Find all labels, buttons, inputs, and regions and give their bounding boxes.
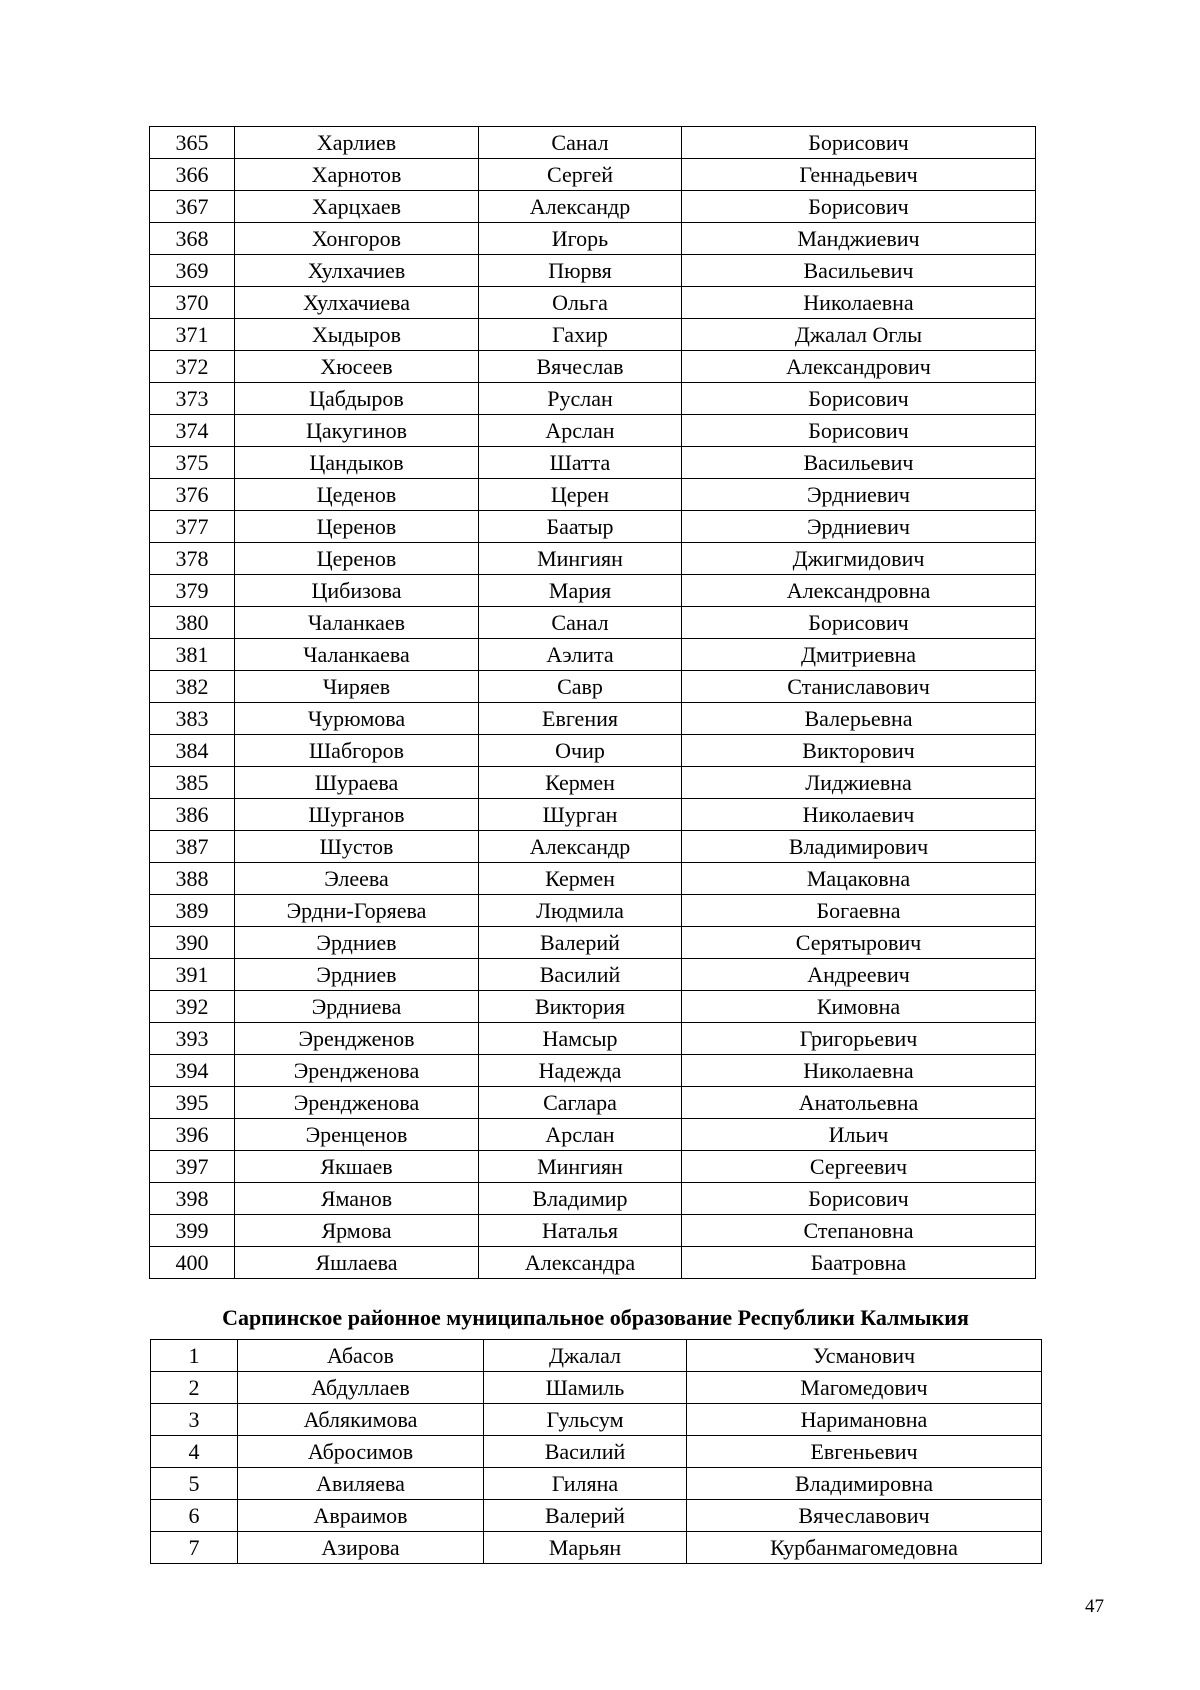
table-row	[150, 159, 1036, 191]
table-row	[151, 1436, 1042, 1468]
last-name-cell: Церенов	[235, 543, 479, 575]
first-name-cell: Шурган	[479, 799, 682, 831]
patronymic-cell: Васильевич	[682, 255, 1036, 287]
table-row	[150, 607, 1036, 639]
row-number-cell: 381	[150, 639, 235, 671]
first-name-cell: Гульсум	[484, 1404, 687, 1436]
row-number-cell: 372	[150, 351, 235, 383]
patronymic-cell: Курбанмагомедовна	[687, 1532, 1042, 1564]
last-name-cell: Хюсеев	[235, 351, 479, 383]
row-number-cell: 369	[150, 255, 235, 287]
table-row	[150, 671, 1036, 703]
row-number-cell: 365	[150, 127, 235, 159]
last-name-cell: Шураева	[235, 767, 479, 799]
patronymic-cell: Усманович	[687, 1340, 1042, 1372]
roster-table-sarpa-body	[151, 1340, 1042, 1564]
row-number-cell: 392	[150, 991, 235, 1023]
first-name-cell: Игорь	[479, 223, 682, 255]
last-name-cell: Яшлаева	[235, 1247, 479, 1279]
table-row	[150, 415, 1036, 447]
row-number-cell: 380	[150, 607, 235, 639]
first-name-cell: Арслан	[479, 1119, 682, 1151]
table-row	[150, 927, 1036, 959]
patronymic-cell: Лиджиевна	[682, 767, 1036, 799]
patronymic-cell: Богаевна	[682, 895, 1036, 927]
first-name-cell: Наталья	[479, 1215, 682, 1247]
last-name-cell: Яманов	[235, 1183, 479, 1215]
patronymic-cell: Владимирович	[682, 831, 1036, 863]
patronymic-cell: Николаевна	[682, 1055, 1036, 1087]
last-name-cell: Азирова	[238, 1532, 484, 1564]
table-row	[150, 1119, 1036, 1151]
last-name-cell: Хулхачиева	[235, 287, 479, 319]
row-number-cell: 368	[150, 223, 235, 255]
row-number-cell: 375	[150, 447, 235, 479]
row-number-cell: 6	[151, 1500, 238, 1532]
row-number-cell: 370	[150, 287, 235, 319]
row-number-cell: 377	[150, 511, 235, 543]
patronymic-cell: Кимовна	[682, 991, 1036, 1023]
table-row	[150, 575, 1036, 607]
patronymic-cell: Григорьевич	[682, 1023, 1036, 1055]
patronymic-cell: Сергеевич	[682, 1151, 1036, 1183]
roster-table-main-body	[150, 127, 1036, 1279]
first-name-cell: Кермен	[479, 767, 682, 799]
first-name-cell: Александра	[479, 1247, 682, 1279]
table-row	[150, 511, 1036, 543]
table-row	[150, 447, 1036, 479]
first-name-cell: Аэлита	[479, 639, 682, 671]
first-name-cell: Гахир	[479, 319, 682, 351]
table-row	[150, 1247, 1036, 1279]
patronymic-cell: Андреевич	[682, 959, 1036, 991]
last-name-cell: Хонгоров	[235, 223, 479, 255]
first-name-cell: Вячеслав	[479, 351, 682, 383]
last-name-cell: Эрендженов	[235, 1023, 479, 1055]
last-name-cell: Чиряев	[235, 671, 479, 703]
first-name-cell: Джалал	[484, 1340, 687, 1372]
row-number-cell: 373	[150, 383, 235, 415]
last-name-cell: Харцхаев	[235, 191, 479, 223]
table-row	[151, 1532, 1042, 1564]
first-name-cell: Баатыр	[479, 511, 682, 543]
first-name-cell: Василий	[479, 959, 682, 991]
first-name-cell: Шамиль	[484, 1372, 687, 1404]
row-number-cell: 399	[150, 1215, 235, 1247]
table-row	[150, 1183, 1036, 1215]
row-number-cell: 393	[150, 1023, 235, 1055]
patronymic-cell: Джигмидович	[682, 543, 1036, 575]
last-name-cell: Абдуллаев	[238, 1372, 484, 1404]
patronymic-cell: Николаевич	[682, 799, 1036, 831]
last-name-cell: Эрдниев	[235, 959, 479, 991]
table-row	[150, 1151, 1036, 1183]
last-name-cell: Шабгоров	[235, 735, 479, 767]
row-number-cell: 379	[150, 575, 235, 607]
row-number-cell: 4	[151, 1436, 238, 1468]
first-name-cell: Ольга	[479, 287, 682, 319]
table-row	[150, 255, 1036, 287]
patronymic-cell: Борисович	[682, 127, 1036, 159]
row-number-cell: 388	[150, 863, 235, 895]
patronymic-cell: Анатольевна	[682, 1087, 1036, 1119]
row-number-cell: 385	[150, 767, 235, 799]
first-name-cell: Валерий	[484, 1500, 687, 1532]
row-number-cell: 1	[151, 1340, 238, 1372]
table-row	[150, 1215, 1036, 1247]
first-name-cell: Марьян	[484, 1532, 687, 1564]
first-name-cell: Владимир	[479, 1183, 682, 1215]
row-number-cell: 387	[150, 831, 235, 863]
table-row	[150, 191, 1036, 223]
table-row	[150, 831, 1036, 863]
last-name-cell: Цибизова	[235, 575, 479, 607]
patronymic-cell: Наримановна	[687, 1404, 1042, 1436]
first-name-cell: Санал	[479, 127, 682, 159]
table-row	[151, 1340, 1042, 1372]
first-name-cell: Александр	[479, 831, 682, 863]
row-number-cell: 391	[150, 959, 235, 991]
first-name-cell: Шатта	[479, 447, 682, 479]
first-name-cell: Гиляна	[484, 1468, 687, 1500]
last-name-cell: Абасов	[238, 1340, 484, 1372]
table-row	[150, 895, 1036, 927]
roster-table-main	[149, 126, 1036, 1279]
table-row	[150, 639, 1036, 671]
patronymic-cell: Александрович	[682, 351, 1036, 383]
patronymic-cell: Александровна	[682, 575, 1036, 607]
patronymic-cell: Манджиевич	[682, 223, 1036, 255]
table-row	[150, 1023, 1036, 1055]
last-name-cell: Аблякимова	[238, 1404, 484, 1436]
first-name-cell: Сергей	[479, 159, 682, 191]
last-name-cell: Шустов	[235, 831, 479, 863]
row-number-cell: 7	[151, 1532, 238, 1564]
first-name-cell: Мингиян	[479, 1151, 682, 1183]
last-name-cell: Авиляева	[238, 1468, 484, 1500]
first-name-cell: Намсыр	[479, 1023, 682, 1055]
row-number-cell: 371	[150, 319, 235, 351]
first-name-cell: Руслан	[479, 383, 682, 415]
table-row	[150, 767, 1036, 799]
patronymic-cell: Викторович	[682, 735, 1036, 767]
last-name-cell: Эрдниева	[235, 991, 479, 1023]
row-number-cell: 378	[150, 543, 235, 575]
patronymic-cell: Степановна	[682, 1215, 1036, 1247]
last-name-cell: Чаланкаев	[235, 607, 479, 639]
patronymic-cell: Ильич	[682, 1119, 1036, 1151]
row-number-cell: 367	[150, 191, 235, 223]
patronymic-cell: Васильевич	[682, 447, 1036, 479]
table-row	[150, 127, 1036, 159]
first-name-cell: Саглара	[479, 1087, 682, 1119]
first-name-cell: Церен	[479, 479, 682, 511]
last-name-cell: Цандыков	[235, 447, 479, 479]
row-number-cell: 397	[150, 1151, 235, 1183]
patronymic-cell: Магомедович	[687, 1372, 1042, 1404]
row-number-cell: 5	[151, 1468, 238, 1500]
first-name-cell: Василий	[484, 1436, 687, 1468]
last-name-cell: Эрендженова	[235, 1087, 479, 1119]
last-name-cell: Хыдыров	[235, 319, 479, 351]
table-row	[150, 735, 1036, 767]
patronymic-cell: Борисович	[682, 415, 1036, 447]
page-number: 47	[1085, 1596, 1104, 1617]
table-row	[150, 351, 1036, 383]
patronymic-cell: Борисович	[682, 1183, 1036, 1215]
first-name-cell: Виктория	[479, 991, 682, 1023]
table-row	[150, 1055, 1036, 1087]
last-name-cell: Чаланкаева	[235, 639, 479, 671]
patronymic-cell: Джалал Оглы	[682, 319, 1036, 351]
patronymic-cell: Эрдниевич	[682, 511, 1036, 543]
last-name-cell: Харнотов	[235, 159, 479, 191]
row-number-cell: 2	[151, 1372, 238, 1404]
first-name-cell: Людмила	[479, 895, 682, 927]
row-number-cell: 374	[150, 415, 235, 447]
row-number-cell: 383	[150, 703, 235, 735]
last-name-cell: Цеденов	[235, 479, 479, 511]
row-number-cell: 366	[150, 159, 235, 191]
table-row	[150, 863, 1036, 895]
first-name-cell: Евгения	[479, 703, 682, 735]
row-number-cell: 389	[150, 895, 235, 927]
row-number-cell: 382	[150, 671, 235, 703]
last-name-cell: Авраимов	[238, 1500, 484, 1532]
last-name-cell: Абросимов	[238, 1436, 484, 1468]
patronymic-cell: Евгеньевич	[687, 1436, 1042, 1468]
section-heading: Сарпинское районное муниципальное образование Республики Калмыкия	[222, 1305, 969, 1330]
first-name-cell: Надежда	[479, 1055, 682, 1087]
first-name-cell: Александр	[479, 191, 682, 223]
row-number-cell: 390	[150, 927, 235, 959]
first-name-cell: Арслан	[479, 415, 682, 447]
patronymic-cell: Серятырович	[682, 927, 1036, 959]
patronymic-cell: Дмитриевна	[682, 639, 1036, 671]
last-name-cell: Церенов	[235, 511, 479, 543]
table-row	[150, 543, 1036, 575]
last-name-cell: Эрдниев	[235, 927, 479, 959]
last-name-cell: Шурганов	[235, 799, 479, 831]
first-name-cell: Савр	[479, 671, 682, 703]
last-name-cell: Хулхачиев	[235, 255, 479, 287]
patronymic-cell: Геннадьевич	[682, 159, 1036, 191]
table-row	[151, 1500, 1042, 1532]
row-number-cell: 386	[150, 799, 235, 831]
first-name-cell: Мингиян	[479, 543, 682, 575]
patronymic-cell: Борисович	[682, 191, 1036, 223]
first-name-cell: Кермен	[479, 863, 682, 895]
row-number-cell: 395	[150, 1087, 235, 1119]
table-row	[150, 319, 1036, 351]
first-name-cell: Очир	[479, 735, 682, 767]
last-name-cell: Чурюмова	[235, 703, 479, 735]
first-name-cell: Валерий	[479, 927, 682, 959]
patronymic-cell: Валерьевна	[682, 703, 1036, 735]
first-name-cell: Пюрвя	[479, 255, 682, 287]
table-row	[151, 1404, 1042, 1436]
row-number-cell: 384	[150, 735, 235, 767]
row-number-cell: 398	[150, 1183, 235, 1215]
first-name-cell: Санал	[479, 607, 682, 639]
patronymic-cell: Владимировна	[687, 1468, 1042, 1500]
table-row	[150, 959, 1036, 991]
patronymic-cell: Борисович	[682, 383, 1036, 415]
table-row	[150, 703, 1036, 735]
table-row	[150, 799, 1036, 831]
patronymic-cell: Борисович	[682, 607, 1036, 639]
row-number-cell: 3	[151, 1404, 238, 1436]
table-row	[150, 223, 1036, 255]
last-name-cell: Эренценов	[235, 1119, 479, 1151]
table-row	[150, 1087, 1036, 1119]
row-number-cell: 396	[150, 1119, 235, 1151]
roster-table-sarpa	[150, 1339, 1042, 1564]
patronymic-cell: Эрдниевич	[682, 479, 1036, 511]
row-number-cell: 376	[150, 479, 235, 511]
last-name-cell: Харлиев	[235, 127, 479, 159]
last-name-cell: Элеева	[235, 863, 479, 895]
last-name-cell: Ярмова	[235, 1215, 479, 1247]
first-name-cell: Мария	[479, 575, 682, 607]
patronymic-cell: Николаевна	[682, 287, 1036, 319]
patronymic-cell: Станиславович	[682, 671, 1036, 703]
last-name-cell: Цабдыров	[235, 383, 479, 415]
patronymic-cell: Баатровна	[682, 1247, 1036, 1279]
last-name-cell: Эрендженова	[235, 1055, 479, 1087]
last-name-cell: Эрдни-Горяева	[235, 895, 479, 927]
last-name-cell: Якшаев	[235, 1151, 479, 1183]
patronymic-cell: Вячеславович	[687, 1500, 1042, 1532]
row-number-cell: 394	[150, 1055, 235, 1087]
table-row	[151, 1372, 1042, 1404]
row-number-cell: 400	[150, 1247, 235, 1279]
patronymic-cell: Мацаковна	[682, 863, 1036, 895]
last-name-cell: Цакугинов	[235, 415, 479, 447]
table-row	[150, 991, 1036, 1023]
table-row	[150, 479, 1036, 511]
table-row	[150, 383, 1036, 415]
table-row	[150, 287, 1036, 319]
table-row	[151, 1468, 1042, 1500]
